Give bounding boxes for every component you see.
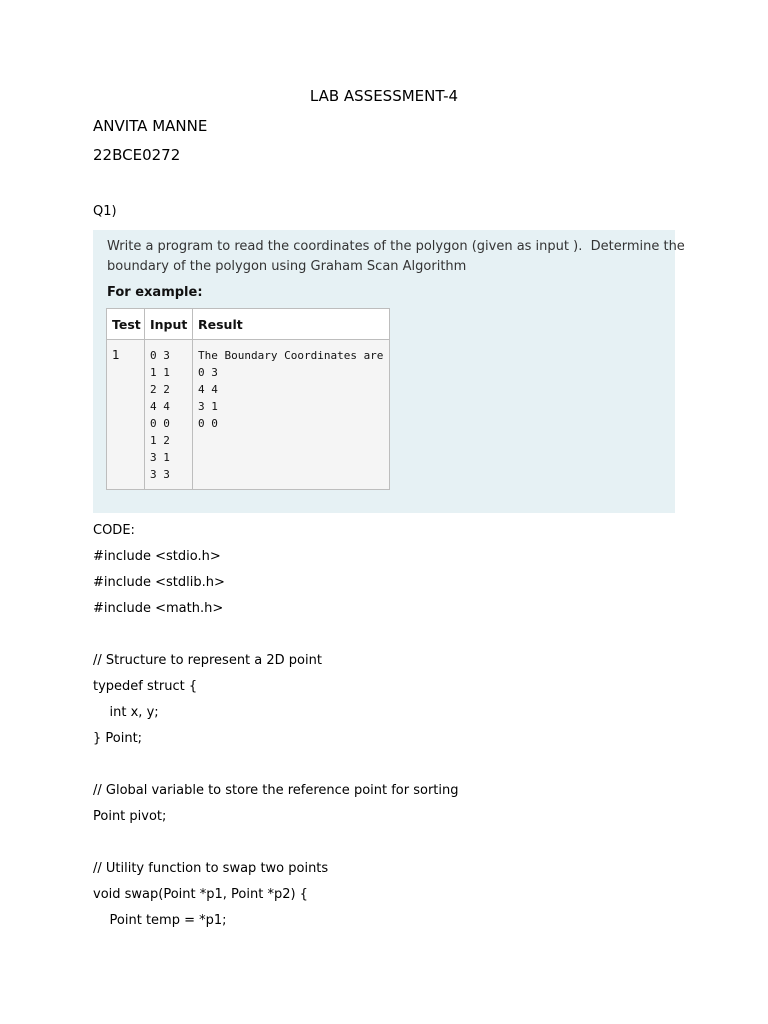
question-text [107,237,685,277]
code-line: #include <math.h> [93,601,224,616]
example-table [106,308,390,490]
input-line: 3 3 [150,468,170,481]
question-label: Q1) [93,204,117,219]
input-line: 2 2 [150,383,170,396]
table-header-row [107,309,390,340]
registration-number: 22BCE0272 [93,146,181,164]
table-cell-result [193,340,390,490]
code-line: } Point; [93,731,143,746]
code-line: CODE: [93,523,135,538]
code-line: #include <stdio.h> [93,549,221,564]
input-line: 3 1 [150,451,170,464]
code-line: typedef struct { [93,679,198,694]
input-line: 0 3 [150,349,170,362]
result-line: 0 0 [198,417,218,430]
result-line: 4 4 [198,383,218,396]
result-line: 0 3 [198,366,218,379]
input-line: 0 0 [150,417,170,430]
code-line: void swap(Point *p1, Point *p2) { [93,887,308,902]
result-line: The Boundary Coordinates are [198,349,384,362]
table-cell-input [145,340,193,490]
input-line: 1 2 [150,434,170,447]
code-line: // Utility function to swap two points [93,861,329,876]
table-row [107,340,390,490]
code-block [93,521,693,937]
question-text-line: Write a program to read the coordinates of the polygon (given as input ). Determine the [107,239,685,254]
code-line: // Global variable to store the reference point for sorting [93,783,459,798]
question-box [93,230,685,513]
code-line [93,833,693,859]
page-title: LAB ASSESSMENT-4 [309,87,459,105]
example-label: For example: [107,285,203,300]
result-line: 3 1 [198,400,218,413]
table-cell-test [107,340,145,490]
input-line: 4 4 [150,400,170,413]
code-line [93,755,693,781]
input-line: 1 1 [150,366,170,379]
code-line: int x, y; [93,705,159,720]
test-number: 1 [112,348,120,362]
table-header-test: Test [107,309,145,340]
table-header-input: Input [145,309,193,340]
author-name: ANVITA MANNE [93,117,208,135]
question-text-line: boundary of the polygon using Graham Scan Algorithm [107,259,467,274]
code-line: #include <stdlib.h> [93,575,225,590]
code-line: Point temp = *p1; [93,913,227,928]
code-line [93,625,693,651]
code-line: Point pivot; [93,809,167,824]
table-header-result: Result [193,309,390,340]
code-line: // Structure to represent a 2D point [93,653,322,668]
